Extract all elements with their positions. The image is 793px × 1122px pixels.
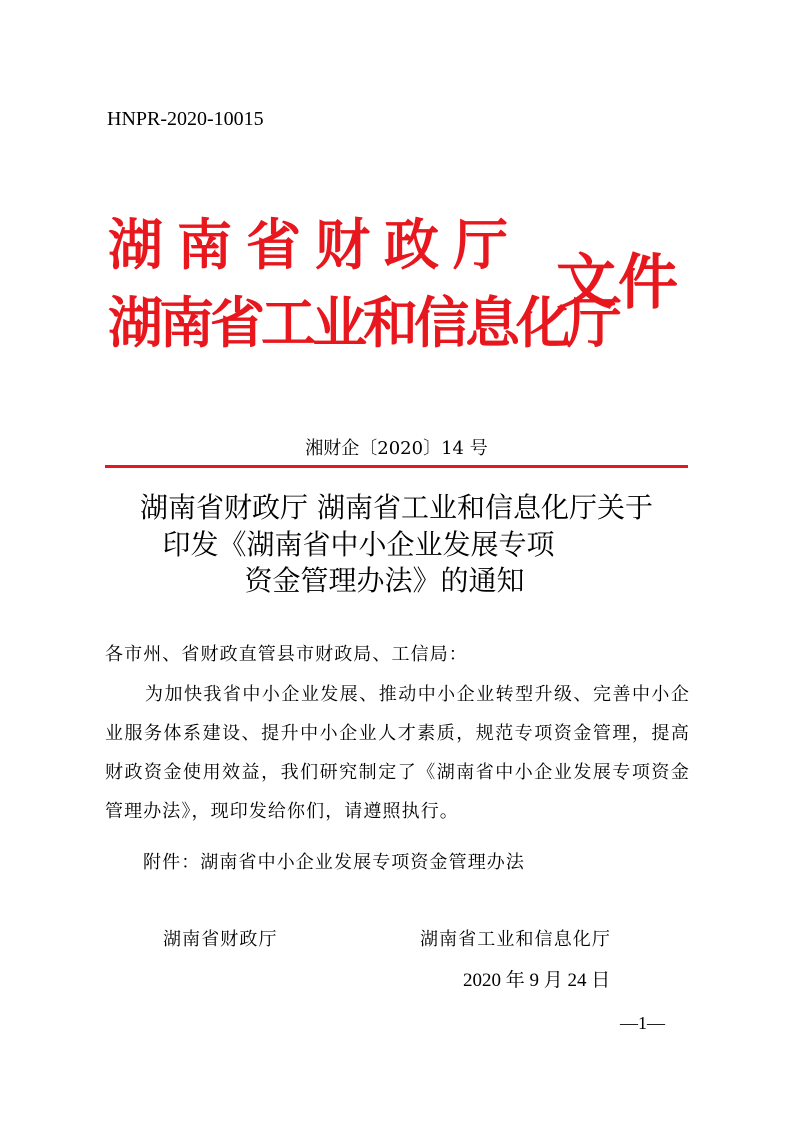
title-line-3: 资金管理办法》的通知 (244, 564, 525, 597)
title-line-2: 印发《湖南省中小企业发展专项 (162, 528, 555, 561)
signature-finance-dept: 湖南省财政厅 (163, 929, 278, 950)
document-type: 文件 (556, 248, 680, 318)
signature-industry-dept: 湖南省工业和信息化厅 (420, 929, 611, 950)
issue-date: 2020 年 9 月 24 日 (463, 970, 611, 991)
issuer-line-1: 湖南省财政厅 (108, 213, 523, 277)
red-divider (105, 465, 688, 468)
body-paragraph: 为加快我省中小企业发展、推动中小企业转型升级、完善中小企业服务体系建设、提升中小企业人才素质，规范专项资金管理，提高财政资金使用效益，我们研究制定了《湖南省中小企业发展专项资金管理办法》，现印发给你们，请遵照执行。 (105, 684, 690, 822)
issuer-line-2: 湖南省工业和信息化厅 (108, 291, 619, 355)
document-number: 湘财企〔2020〕14 号 (305, 438, 488, 459)
attachment-note: 附件：湖南省中小企业发展专项资金管理办法 (143, 852, 525, 873)
document-id: HNPR-2020-10015 (107, 108, 264, 130)
page-number: —1— (620, 1013, 665, 1033)
salutation: 各市州、省财政直管县市财政局、工信局： (105, 644, 468, 665)
title-line-1: 湖南省财政厅 湖南省工业和信息化厅关于 (140, 491, 653, 524)
